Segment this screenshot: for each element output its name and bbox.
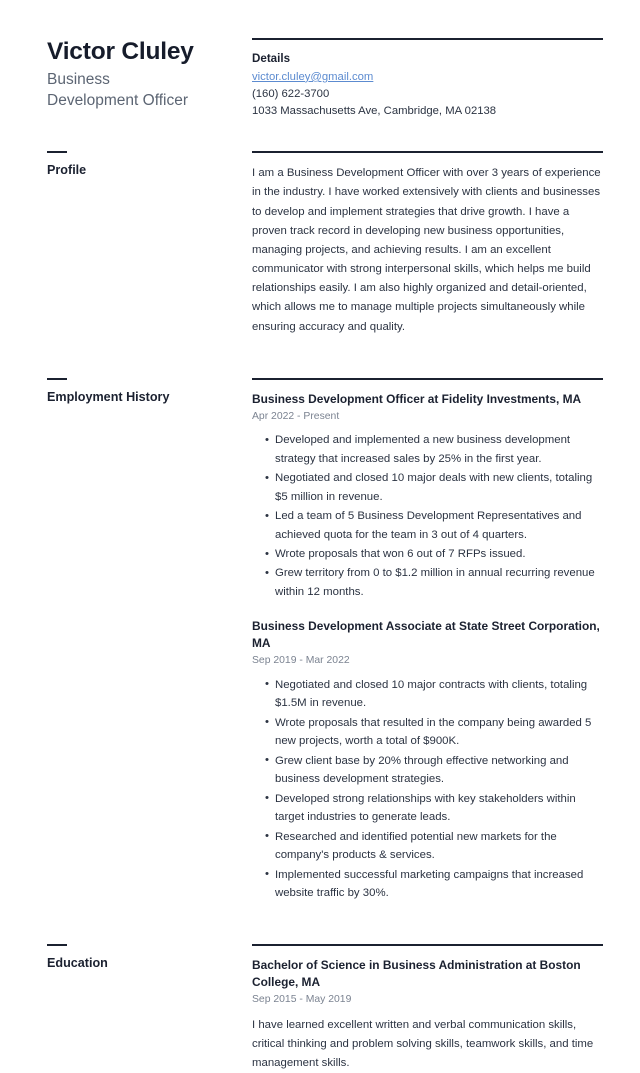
list-item: • Grew territory from 0 to $1.2 million in annual recurring revenue within 12 months. (252, 564, 603, 601)
candidate-name: Victor Cluley (47, 38, 194, 65)
employment-content (252, 378, 603, 904)
education-label: Education (47, 956, 108, 971)
list-item: • Wrote proposals that resulted in the company being awarded 5 new projects, worth a total of $900K. (252, 714, 603, 751)
profile-text: I am a Business Development Officer with over 3 years of experience in the industry. I have worked extensively with clients and businesses to develop and implement strategies that drive growth. I have a proven track record in developing new business opportunities, managing projects, and achieving results. I am an excellent communicator with strong interpersonal skills, which helps me build relationships easily. I am also highly organized and detail-oriented, which allows me to manage multiple projects simultaneously while ensuring accuracy and quality. (252, 167, 601, 333)
profile-label-column (47, 151, 252, 179)
details-phone: (160) 622-3700 (252, 87, 330, 100)
education-divider (252, 944, 603, 946)
employment-entry-title: Business Development Associate at State Street Corporation, MA (252, 619, 600, 651)
details-address: 1033 Massachusetts Ave, Cambridge, MA 02138 (252, 105, 497, 118)
details-email-row (252, 69, 603, 86)
list-item: • Researched and identified potential new markets for the company's products & services. (252, 828, 603, 865)
candidate-job-title (47, 70, 238, 111)
profile-divider (252, 151, 603, 153)
education-section (47, 944, 603, 1073)
job-title-line-2: Development Officer (47, 91, 188, 109)
education-entry (252, 957, 603, 1073)
employment-label-column (47, 378, 252, 406)
profile-label: Profile (47, 163, 87, 178)
employment-entry-date: Sep 2019 - Mar 2022 (252, 655, 350, 667)
profile-section (47, 151, 603, 336)
employment-section (47, 378, 603, 904)
profile-content (252, 151, 603, 336)
section-dash-icon (47, 944, 67, 946)
email-link[interactable]: victor.cluley@gmail.com (252, 70, 374, 83)
section-dash-icon (47, 378, 67, 380)
header-section (47, 38, 603, 120)
details-divider (252, 38, 603, 40)
list-item: • Grew client base by 20% through effective networking and business development strategies. (252, 752, 603, 789)
details-section (252, 38, 603, 120)
header-identity (47, 38, 252, 111)
list-item: • Led a team of 5 Business Development Representatives and achieved quota for the team in 3 out of 4 quarters. (252, 507, 603, 544)
employment-entry-bullets (252, 431, 603, 601)
list-item: • Developed strong relationships with key stakeholders within target industries to generate leads. (252, 790, 603, 827)
employment-entry-title: Business Development Officer at Fidelity Investments, MA (252, 391, 582, 406)
education-entry-title: Bachelor of Science in Business Administration at Boston College, MA (252, 958, 581, 990)
list-item: • Implemented successful marketing campaigns that increased website traffic by 30%. (252, 866, 603, 903)
education-entry-date: Sep 2015 - May 2019 (252, 994, 352, 1006)
education-label-column (47, 944, 252, 972)
details-heading: Details (252, 52, 291, 65)
employment-entry-date: Apr 2022 - Present (252, 410, 340, 422)
education-entry-description: I have learned excellent written and verbal communication skills, critical thinking and problem solving skills, teamwork skills, and time management skills. (252, 1018, 594, 1070)
job-title-line-1: Business (47, 71, 110, 89)
employment-entry (252, 618, 603, 902)
section-dash-icon (47, 151, 67, 153)
employment-entry-bullets (252, 676, 603, 903)
list-item: • Wrote proposals that won 6 out of 7 RFPs issued. (252, 545, 603, 563)
list-item: • Negotiated and closed 10 major contracts with clients, totaling $1.5M in revenue. (252, 676, 603, 713)
list-item: • Developed and implemented a new business development strategy that increased sales by 25% in the first year. (252, 431, 603, 468)
employment-entry (252, 391, 603, 602)
employment-divider (252, 378, 603, 380)
employment-label: Employment History (47, 389, 170, 404)
list-item: • Negotiated and closed 10 major deals with new clients, totaling $5 million in revenue. (252, 469, 603, 506)
education-content (252, 944, 603, 1073)
